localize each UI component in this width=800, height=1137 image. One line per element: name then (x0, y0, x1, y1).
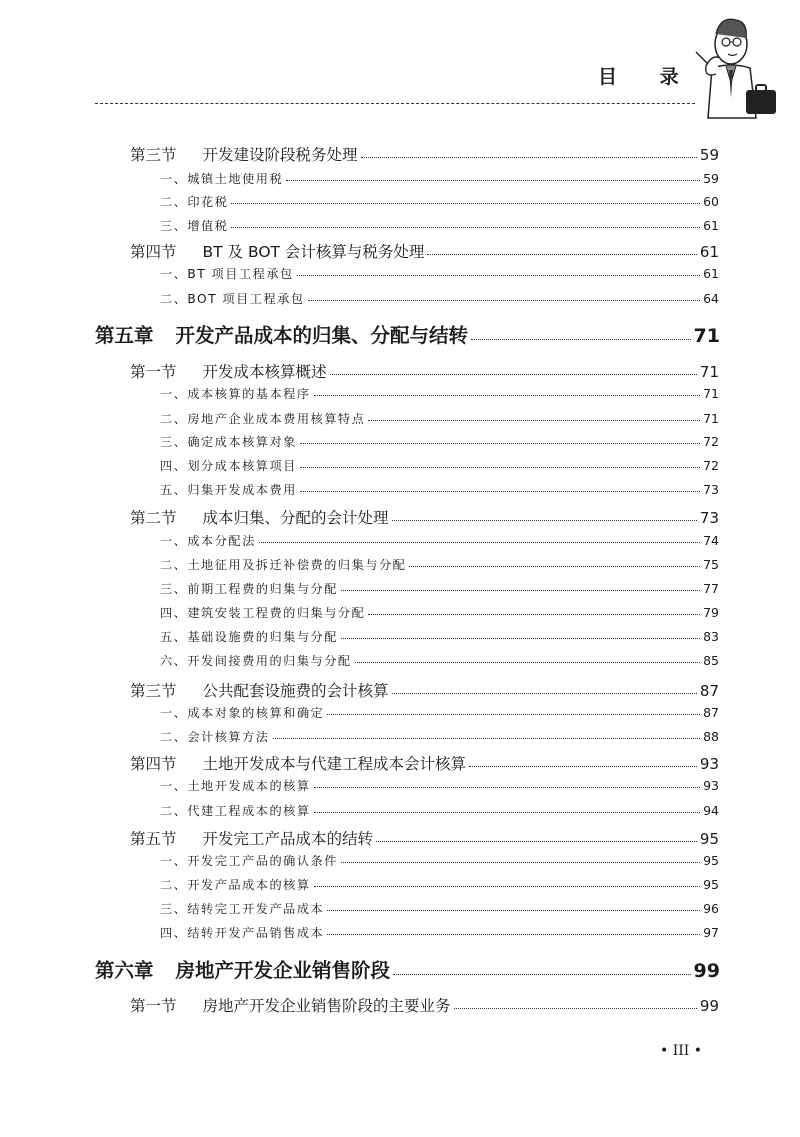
toc-entry-label (160, 170, 283, 187)
dot-leader (300, 467, 700, 468)
toc-section-row (130, 994, 719, 1016)
toc-entry-title: 一、成本核算的基本程序 (160, 387, 311, 401)
toc-entry-title: 一、城镇土地使用税 (160, 172, 284, 186)
toc-entry-title: 四、结转开发产品销售成本 (160, 926, 325, 940)
toc-entry-title: 二、房地产企业成本费用核算特点 (160, 412, 366, 426)
dot-leader (330, 374, 697, 375)
toc-item-row (160, 457, 719, 475)
toc-section-row (130, 827, 719, 849)
toc-entry-number: 第六章 (95, 959, 154, 982)
toc-page-number: 71 (693, 325, 720, 347)
toc-item-row (160, 628, 719, 646)
toc-entry-number: 第五节 (130, 830, 177, 848)
toc-entry-label (95, 955, 390, 983)
toc-entry-label (160, 728, 270, 745)
toc-page-number: 99 (699, 997, 719, 1015)
dot-leader (314, 395, 701, 396)
toc-entry-label (160, 876, 311, 893)
toc-page-number: 93 (703, 778, 719, 793)
toc-item-row (160, 170, 719, 188)
toc-page-number: 73 (699, 509, 719, 527)
dot-leader (327, 910, 700, 911)
toc-item-row (160, 385, 719, 403)
toc-entry-title: 四、建筑安装工程费的归集与分配 (160, 606, 366, 620)
toc-entry-number: 第四节 (130, 243, 177, 261)
toc-entry-title: 土地开发成本与代建工程成本会计核算 (202, 755, 467, 773)
toc-entry-title: 五、基础设施费的归集与分配 (160, 630, 338, 644)
toc-entry-title: 房地产开发企业销售阶段 (175, 959, 391, 982)
dot-leader (341, 862, 700, 863)
dot-leader (300, 491, 700, 492)
toc-page-number: 83 (703, 629, 719, 644)
toc-entry-title: 二、BOT 项目工程承包 (160, 292, 305, 306)
toc-entry-label (130, 827, 373, 849)
toc-section-row (130, 506, 719, 528)
toc-page-number: 75 (703, 557, 719, 572)
toc-item-row (160, 193, 719, 211)
dot-leader (341, 638, 700, 639)
toc-entry-title: 一、开发完工产品的确认条件 (160, 854, 338, 868)
toc-item-row (160, 580, 719, 598)
toc-entry-label (160, 802, 311, 819)
toc-page-number: 77 (703, 581, 719, 596)
toc-entry-label (160, 433, 297, 450)
toc-page-number: 61 (703, 266, 719, 281)
dot-leader (314, 812, 701, 813)
dot-leader (286, 180, 700, 181)
toc-entry-number: 第五章 (95, 324, 154, 347)
toc-chapter-row (95, 320, 720, 348)
toc-entry-label (130, 752, 466, 774)
toc-entry-title: 房地产开发企业销售阶段的主要业务 (202, 997, 451, 1015)
dot-leader (361, 157, 697, 158)
dot-leader (427, 254, 696, 255)
dot-leader (393, 974, 691, 975)
toc-entry-label (160, 777, 311, 794)
toc-page-number: 95 (703, 877, 719, 892)
toc-page-number: 61 (699, 243, 719, 261)
dot-leader (355, 662, 700, 663)
toc-entry-title: 开发建设阶段税务处理 (202, 146, 358, 164)
toc-entry-label (130, 360, 327, 382)
toc-entry-number: 第二节 (130, 509, 177, 527)
toc-page-number: 88 (703, 729, 719, 744)
toc-entry-label (160, 628, 338, 645)
toc-entry-label (160, 556, 406, 573)
toc-entry-title: 成本归集、分配的会计处理 (202, 509, 389, 527)
toc-entry-number: 第三节 (130, 682, 177, 700)
toc-item-row (160, 652, 719, 670)
toc-entry-label (160, 193, 228, 210)
toc-item-row (160, 852, 719, 870)
toc-item-row (160, 532, 719, 550)
page-header-title: 目 录 (598, 66, 697, 88)
toc-item-row (160, 876, 719, 894)
toc-entry-label (160, 290, 305, 307)
toc-section-row (130, 752, 719, 774)
page-number: • III • (660, 1043, 703, 1059)
toc-entry-title: 二、开发产品成本的核算 (160, 878, 311, 892)
toc-section-row (130, 240, 719, 262)
toc-page-number: 93 (699, 755, 719, 773)
toc-entry-label (160, 385, 311, 402)
dot-leader (314, 886, 701, 887)
toc-page-number: 95 (699, 830, 719, 848)
toc-entry-label (160, 900, 324, 917)
toc-page-number: 96 (703, 901, 719, 916)
toc-chapter-row (95, 955, 720, 983)
toc-entry-title: 二、代建工程成本的核算 (160, 804, 311, 818)
toc-entry-label (130, 240, 424, 262)
dot-leader (341, 590, 700, 591)
toc-entry-label (160, 580, 338, 597)
toc-entry-title: 五、归集开发成本费用 (160, 483, 297, 497)
toc-page-number: 61 (703, 218, 719, 233)
toc-entry-title: 四、划分成本核算项目 (160, 459, 297, 473)
toc-item-row (160, 704, 719, 722)
toc-entry-title: 公共配套设施费的会计核算 (202, 682, 389, 700)
dot-leader (308, 300, 701, 301)
toc-entry-title: 二、印花税 (160, 195, 229, 209)
toc-page-number: 79 (703, 605, 719, 620)
toc-page-number: 73 (703, 482, 719, 497)
toc-entry-title: 一、成本分配法 (160, 534, 256, 548)
dot-leader (368, 614, 700, 615)
toc-page-number: 87 (699, 682, 719, 700)
dot-leader (392, 520, 697, 521)
toc-entry-title: 开发完工产品成本的结转 (202, 830, 374, 848)
toc-page-number: 64 (703, 291, 719, 306)
toc-entry-title: 三、结转完工开发产品成本 (160, 902, 325, 916)
toc-page-number: 59 (703, 171, 719, 186)
toc-entry-title: 六、开发间接费用的归集与分配 (160, 654, 352, 668)
toc-item-row (160, 802, 719, 820)
toc-entry-number: 第四节 (130, 755, 177, 773)
dot-leader (300, 443, 700, 444)
toc-page-number: 74 (703, 533, 719, 548)
toc-entry-label (160, 652, 352, 669)
toc-page-number: 71 (699, 363, 719, 381)
toc-entry-label (130, 506, 389, 528)
toc-item-row (160, 556, 719, 574)
dot-leader (231, 227, 700, 228)
toc-page-number: 72 (703, 458, 719, 473)
toc-section-row (130, 360, 719, 382)
dot-leader (273, 738, 701, 739)
toc-page-number: 71 (703, 386, 719, 401)
toc-entry-label (160, 604, 365, 621)
toc-entry-label (130, 994, 451, 1016)
toc-entry-title: 开发成本核算概述 (202, 363, 327, 381)
toc-item-row (160, 265, 719, 283)
toc-entry-label (160, 532, 256, 549)
toc-page-number: 97 (703, 925, 719, 940)
toc-entry-label (130, 679, 389, 701)
dot-leader (327, 934, 700, 935)
toc-entry-title: 开发产品成本的归集、分配与结转 (175, 324, 469, 347)
toc-entry-number: 第三节 (130, 146, 177, 164)
toc-page-number: 94 (703, 803, 719, 818)
dot-leader (368, 420, 700, 421)
dot-leader (376, 841, 697, 842)
toc-section-row (130, 679, 719, 701)
cartoon-man-illustration (686, 8, 786, 128)
toc-entry-number: 第一节 (130, 997, 177, 1015)
dot-leader (471, 339, 691, 340)
toc-page-number: 85 (703, 653, 719, 668)
toc-item-row (160, 728, 719, 746)
toc-entry-title: 二、会计核算方法 (160, 730, 270, 744)
dot-leader (409, 566, 700, 567)
dot-leader (231, 203, 700, 204)
toc-entry-label (130, 143, 358, 165)
toc-item-row (160, 481, 719, 499)
toc-entry-title: 一、BT 项目工程承包 (160, 267, 294, 281)
toc-entry-title: 三、增值税 (160, 219, 229, 233)
toc-item-row (160, 433, 719, 451)
toc-entry-label (160, 924, 324, 941)
toc-entry-label (160, 704, 324, 721)
toc-page-number: 71 (703, 411, 719, 426)
toc-page-number: 99 (693, 960, 720, 982)
toc-entry-label (160, 481, 297, 498)
toc-entry-label (160, 265, 294, 282)
toc-item-row (160, 290, 719, 308)
toc-entry-label (160, 217, 228, 234)
toc-entry-title: 一、成本对象的核算和确定 (160, 706, 325, 720)
toc-item-row (160, 410, 719, 428)
dot-leader (469, 766, 697, 767)
dot-leader (454, 1008, 697, 1009)
toc-entry-title: 一、土地开发成本的核算 (160, 779, 311, 793)
dot-leader (297, 275, 700, 276)
toc-page-number: 72 (703, 434, 719, 449)
dot-leader (392, 693, 697, 694)
toc-item-row (160, 900, 719, 918)
dot-leader (327, 714, 700, 715)
toc-section-row (130, 143, 719, 165)
toc-entry-label (160, 410, 365, 427)
header-dashed-rule (95, 103, 695, 104)
toc-page-number: 59 (699, 146, 719, 164)
dot-leader (314, 787, 701, 788)
toc-entry-label (160, 457, 297, 474)
toc-entry-title: 三、确定成本核算对象 (160, 435, 297, 449)
toc-entry-label (160, 852, 338, 869)
dot-leader (259, 542, 700, 543)
toc-page-number: 87 (703, 705, 719, 720)
toc-entry-title: 二、土地征用及拆迁补偿费的归集与分配 (160, 558, 407, 572)
toc-item-row (160, 217, 719, 235)
toc-item-row (160, 604, 719, 622)
toc-entry-title: 三、前期工程费的归集与分配 (160, 582, 338, 596)
toc-entry-label (95, 320, 468, 348)
toc-page-number: 95 (703, 853, 719, 868)
toc-item-row (160, 777, 719, 795)
toc-item-row (160, 924, 719, 942)
toc-entry-number: 第一节 (130, 363, 177, 381)
toc-page-number: 60 (703, 194, 719, 209)
toc-entry-title: BT 及 BOT 会计核算与税务处理 (202, 243, 425, 261)
